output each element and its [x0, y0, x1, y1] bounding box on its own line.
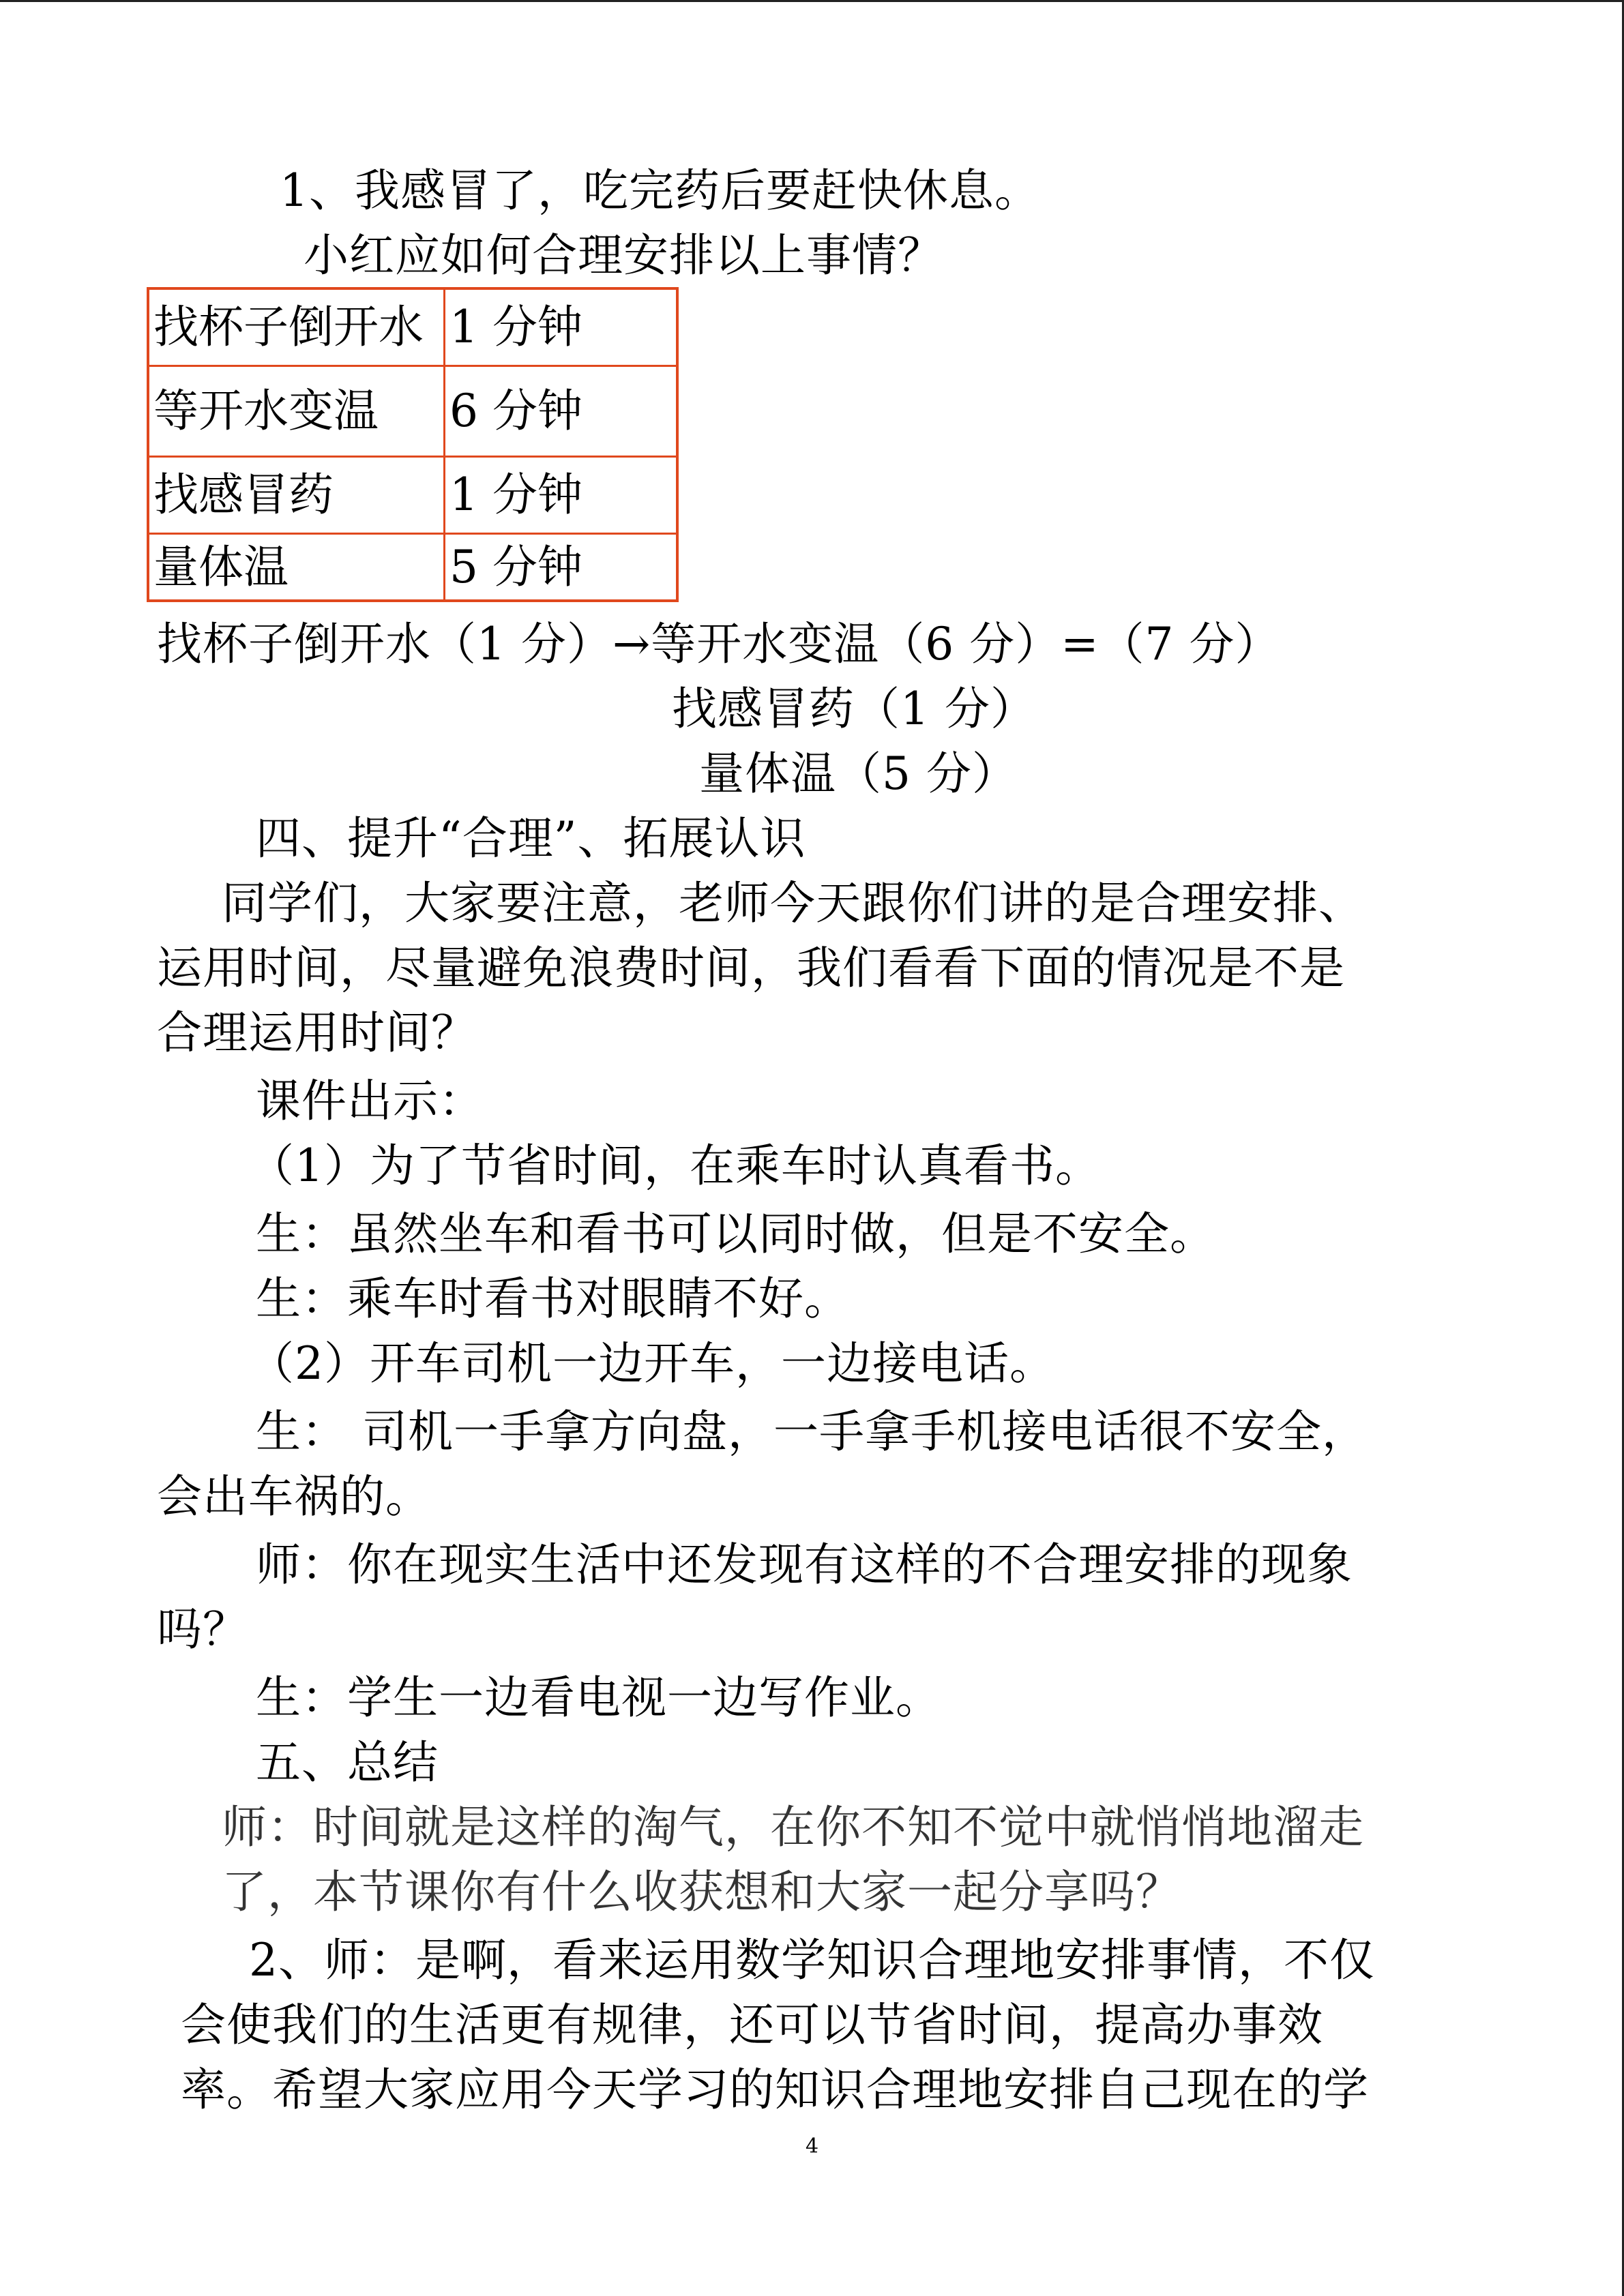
flow-line-3: 量体温（5 分） — [699, 747, 1018, 800]
time-cell: 6 分钟 — [445, 366, 678, 457]
courseware-label: 课件出示： — [256, 1075, 484, 1127]
top-border-line — [0, 0, 1624, 2]
closing-line: 率。希望大家应用今天学习的知识合理地安排自己现在的学 — [181, 2063, 1369, 2116]
line-cold-medicine: 1、我感冒了，吃完药后要赶快休息。 — [280, 164, 1040, 217]
table-row — [148, 366, 677, 457]
task-time-table — [147, 287, 679, 602]
page-number: 4 — [805, 2134, 819, 2158]
section-heading-5: 五、总结 — [256, 1736, 439, 1789]
task-cell: 量体温 — [148, 534, 445, 601]
summary-line: 师：时间就是这样的淘气，在你不知不觉中就悄悄地溜走 — [222, 1801, 1364, 1853]
task-cell: 找杯子倒开水 — [148, 288, 445, 366]
paragraph-line: 合理运用时间？ — [157, 1007, 477, 1059]
student-reply-cont: 会出车祸的。 — [157, 1470, 431, 1523]
table-row — [148, 288, 677, 366]
flow-line-2: 找感冒药（1 分） — [672, 683, 1036, 735]
task-cell: 等开水变温 — [148, 366, 445, 457]
table-row — [148, 534, 677, 601]
time-cell: 5 分钟 — [445, 534, 678, 601]
task-cell: 找感冒药 — [148, 457, 445, 534]
closing-line: 会使我们的生活更有规律，还可以节省时间，提高办事效 — [181, 1999, 1323, 2051]
closing-line: 2、师：是啊，看来运用数学知识合理地安排事情，不仅 — [249, 1934, 1375, 1986]
time-cell: 1 分钟 — [445, 288, 678, 366]
teacher-question-cont: 吗？ — [157, 1603, 248, 1656]
student-reply: 生： 司机一手拿方向盘，一手拿手机接电话很不安全， — [256, 1405, 1368, 1458]
summary-line: 了，本节课你有什么收获想和大家一起分享吗？ — [222, 1866, 1181, 1918]
line-question: 小红应如何合理安排以上事情？ — [304, 229, 943, 282]
table-row — [148, 457, 677, 534]
flow-line-1: 找杯子倒开水（1 分）→等开水变温（6 分）=（7 分） — [157, 618, 1281, 670]
student-reply: 生：虽然坐车和看书可以同时做，但是不安全。 — [256, 1208, 1215, 1260]
time-cell: 1 分钟 — [445, 457, 678, 534]
student-reply: 生：学生一边看电视一边写作业。 — [256, 1671, 941, 1724]
paragraph-line: 运用时间，尽量避免浪费时间，我们看看下面的情况是不是 — [157, 942, 1345, 994]
student-reply: 生：乘车时看书对眼睛不好。 — [256, 1272, 850, 1325]
case-2: （2）开车司机一边开车，一边接电话。 — [249, 1337, 1055, 1390]
section-heading-4: 四、提升“合理”、拓展认识 — [256, 812, 806, 865]
paragraph-line: 同学们，大家要注意，老师今天跟你们讲的是合理安排、 — [222, 877, 1364, 929]
case-1: （1）为了节省时间，在乘车时认真看书。 — [249, 1139, 1101, 1192]
teacher-question: 师：你在现实生活中还发现有这样的不合理安排的现象 — [256, 1538, 1353, 1591]
